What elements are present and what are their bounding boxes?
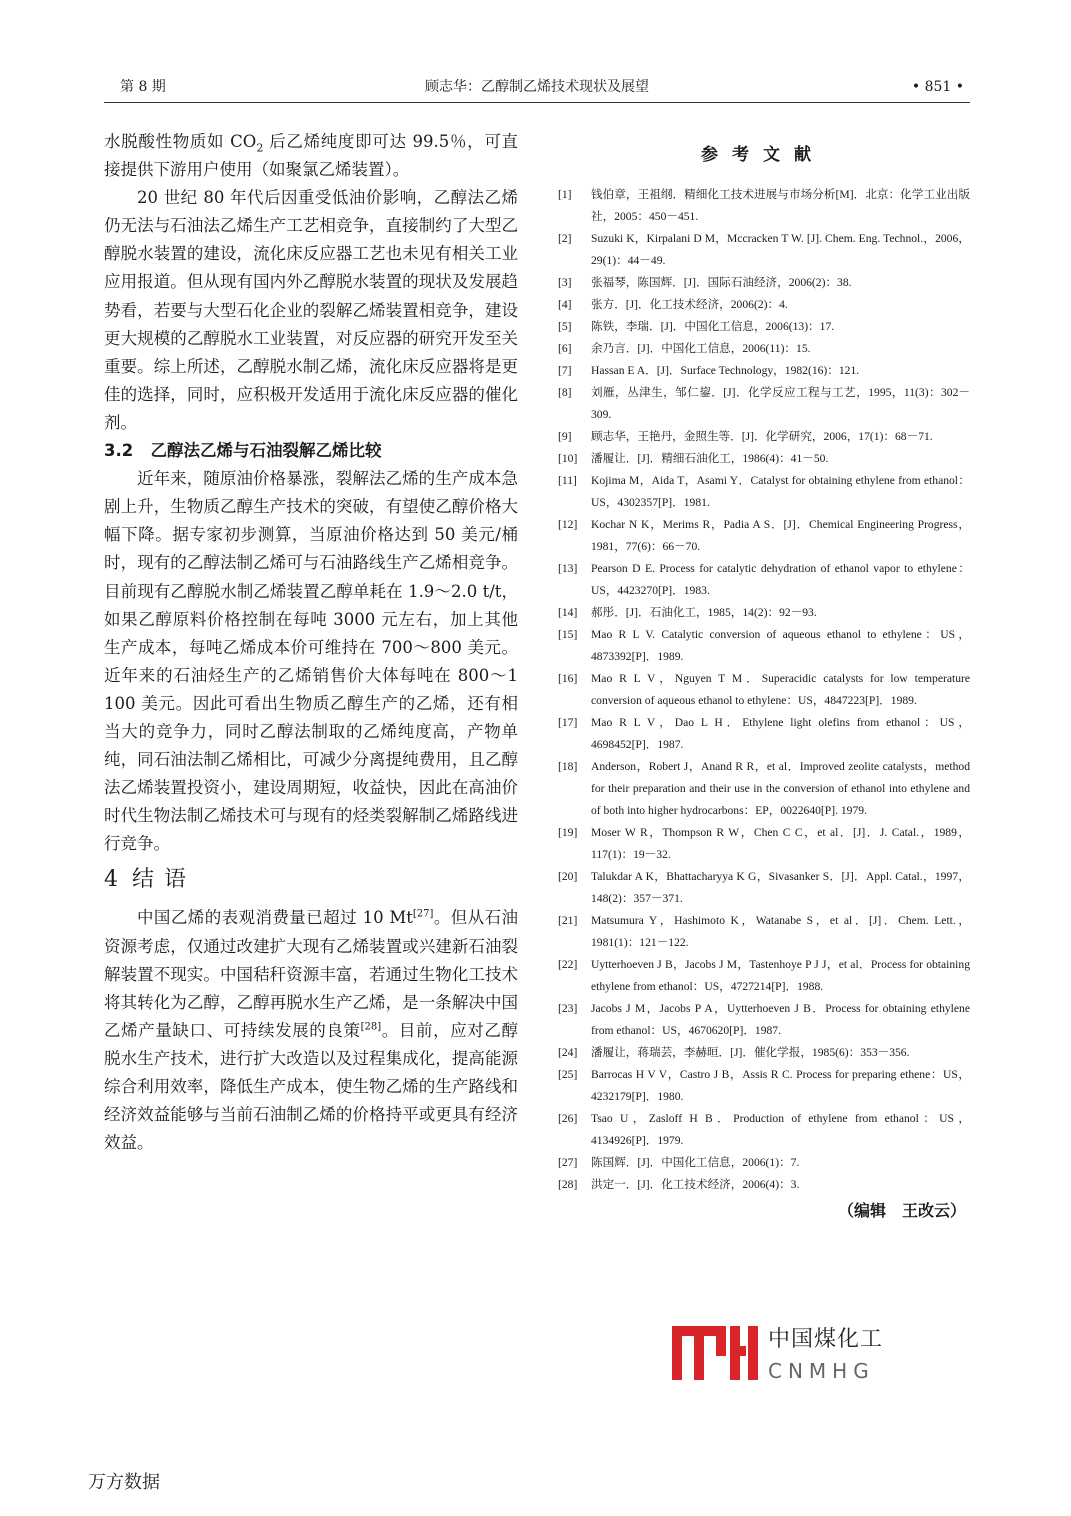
reference-number: [28] xyxy=(558,1178,578,1191)
cnmhg-logo xyxy=(670,1320,890,1390)
reference-number: [13] xyxy=(558,562,578,575)
reference-item xyxy=(556,448,970,470)
reference-number: [4] xyxy=(558,298,572,311)
section-3-2-title: 乙醇法乙烯与石油裂解乙烯比较 xyxy=(150,441,382,461)
reference-number: [10] xyxy=(558,452,578,465)
reference-number: [3] xyxy=(558,276,572,289)
reference-number: [27] xyxy=(558,1156,578,1169)
reference-number: [18] xyxy=(558,760,578,773)
p1-text-a: 水脱酸性物质如 CO xyxy=(104,132,257,151)
reference-number: [25] xyxy=(558,1068,578,1081)
reference-item xyxy=(556,1152,970,1174)
reference-item xyxy=(556,668,970,712)
reference-number: [24] xyxy=(558,1046,578,1059)
reference-text: Suzuki K，Kirpalani D M，Mccracken T W. [J]. Chem. Eng. Technol.，2006，29(1)：44－49. xyxy=(591,232,970,267)
reference-number: [1] xyxy=(558,188,572,201)
reference-number: [21] xyxy=(558,914,578,927)
reference-text: Moser W R，Thompson R W，Chen C C，et al．[J]．J. Catal.，1989，117(1)：19－32. xyxy=(591,826,970,861)
paragraph-co2 xyxy=(104,128,518,184)
reference-number: [19] xyxy=(558,826,578,839)
reference-number: [14] xyxy=(558,606,578,619)
reference-item xyxy=(556,184,970,228)
reference-item xyxy=(556,382,970,426)
p4-text-a: 中国乙烯的表观消费量已超过 10 Mt xyxy=(137,908,413,928)
p4-text-c: 。目前，应对乙醇脱水生产技术，进行扩大改造以及过程集成化，提高能源综合利用效率，降低生产成本，使生物乙烯的生产路线和经济效益能够与当前石油制乙烯的价格持平或更具有经济效益。 xyxy=(104,1020,519,1153)
section-4-title: 结语 xyxy=(132,867,197,893)
reference-number: [22] xyxy=(558,958,578,971)
reference-number: [2] xyxy=(558,232,572,245)
reference-item xyxy=(556,338,970,360)
paragraph-conclusion xyxy=(104,904,518,1157)
left-column xyxy=(104,128,518,1157)
reference-item xyxy=(556,426,970,448)
reference-item xyxy=(556,602,970,624)
right-column xyxy=(556,140,970,1224)
reference-number: [12] xyxy=(558,518,578,531)
logo-english-text: CNMHG xyxy=(768,1359,875,1383)
reference-item xyxy=(556,272,970,294)
reference-item xyxy=(556,822,970,866)
reference-text: Pearson D E. Process for catalytic dehydration of ethanol vapor to ethylene：US，4423270[P]．1983. xyxy=(591,562,970,597)
reference-item xyxy=(556,228,970,272)
citation-28[interactable]: [28] xyxy=(360,1021,382,1033)
references-heading: 参考文献 xyxy=(701,145,825,165)
reference-item xyxy=(556,712,970,756)
reference-text: 郝彤．[J]．石油化工，1985，14(2)：92－93. xyxy=(591,606,817,619)
reference-text: 陈铁，李瑞．[J]．中国化工信息，2006(13)：17. xyxy=(591,320,835,333)
reference-number: [5] xyxy=(558,320,572,333)
reference-text: Mao R L V，Dao L H．Ethylene light olefins from ethanol：US，4698452[P]．1987. xyxy=(591,716,970,751)
reference-item xyxy=(556,910,970,954)
reference-item xyxy=(556,360,970,382)
issue-number: 第 8 期 xyxy=(120,79,166,95)
citation-27[interactable]: [27] xyxy=(412,908,434,920)
reference-text: 潘履让，蒋瑞芸，李赫晅．[J]．催化学报，1985(6)：353－356. xyxy=(591,1046,910,1059)
reference-number: [23] xyxy=(558,1002,578,1015)
reference-item xyxy=(556,954,970,998)
running-header xyxy=(104,76,970,103)
reference-text: 钱伯章，王祖纲．精细化工技术进展与市场分析[M]．北京：化学工业出版社，2005：450－451. xyxy=(591,188,970,223)
co2-subscript: 2 xyxy=(256,141,264,155)
reference-item xyxy=(556,514,970,558)
reference-text: Mao R L V. Catalytic conversion of aqueous ethanol to ethylene：US，4873392[P]．1989. xyxy=(591,628,970,663)
reference-number: [6] xyxy=(558,342,572,355)
reference-item xyxy=(556,1064,970,1108)
reference-item xyxy=(556,866,970,910)
reference-number: [16] xyxy=(558,672,578,685)
reference-item xyxy=(556,624,970,668)
editor-credit: （编辑 王改云） xyxy=(837,1201,966,1220)
reference-text: Mao R L V，Nguyen T M．Superacidic catalysts for low temperature conversion of aqueous ethanol to ethylene：US，4847223[P]．1989. xyxy=(591,672,970,707)
reference-item xyxy=(556,998,970,1042)
section-3-2-heading xyxy=(104,437,518,465)
reference-text: Matsumura Y，Hashimoto K，Watanabe S，et al．[J]．Chem. Lett.，1981(1)：121－122. xyxy=(591,914,970,949)
reference-item xyxy=(556,1042,970,1064)
reference-text: 潘履让．[J]．精细石油化工，1986(4)：41－50. xyxy=(591,452,829,465)
reference-text: Talukdar A K，Bhattacharyya K G，Sivasanker S．[J]．Appl. Catal.，1997，148(2)：357－371. xyxy=(591,870,970,905)
mh-logo-icon xyxy=(670,1320,760,1382)
page-number: • 851 • xyxy=(911,79,964,95)
reference-text: 顾志华，王艳丹，金照生等．[J]．化学研究，2006，17(1)：68－71. xyxy=(591,430,933,443)
reference-text: Anderson，Robert J，Anand R R，et al．Improved zeolite catalysts，method for their preparation and their use in the conversion of ethanol into ethylene and of both into higher hydrocarbons：EP，0022640[P]. 1979. xyxy=(591,760,970,817)
section-3-2-number: 3.2 xyxy=(104,441,134,461)
p4-text-b: 。但从石油资源考虑，仅通过改建扩大现有乙烯装置或兴建新石油裂解装置不现实。中国秸秆资源丰富，若通过生物化工技术将其转化为乙醇，乙醇再脱水生产乙烯，是一条解决中国乙烯产量缺口、可持续发展的良策 xyxy=(104,908,519,1040)
reference-text: 余乃言．[J]．中国化工信息，2006(11)：15. xyxy=(591,342,811,355)
reference-text: Hassan E A．[J]．Surface Technology，1982(16)：121. xyxy=(591,364,860,377)
reference-list xyxy=(556,184,970,1196)
reference-number: [17] xyxy=(558,716,578,729)
reference-item xyxy=(556,756,970,822)
reference-text: Kojima M，Aida T，Asami Y．Catalyst for obtaining ethylene from ethanol：US，4302357[P]．1981. xyxy=(591,474,970,509)
reference-item xyxy=(556,558,970,602)
reference-number: [9] xyxy=(558,430,572,443)
reference-text: Barrocas H V V，Castro J B，Assis R C. Process for preparing ethene：US，4232179[P]．1980. xyxy=(591,1068,970,1103)
reference-item xyxy=(556,294,970,316)
reference-text: 陈国辉．[J]．中国化工信息，2006(1)：7. xyxy=(591,1156,800,1169)
reference-text: Uytterhoeven J B，Jacobs J M，Tastenhoye P J J，et al．Process for obtaining ethylene from ethanol：US，4727214[P]．1988. xyxy=(591,958,970,993)
reference-text: 洪定一．[J]．化工技术经济，2006(4)：3. xyxy=(591,1178,800,1191)
p1-text-b: 后乙烯纯度即可达 99.5％，可直接提供下游用户使用（如聚氯乙烯装置）。 xyxy=(104,132,518,180)
paragraph-comparison: 近年来，随原油价格暴涨，裂解法乙烯的生产成本急剧上升，生物质乙醇生产技术的突破，有望使乙醇价格大幅下降。据专家初步测算，当原油价格达到 50 美元/桶时，现有的乙醇法制乙烯可与石油路线生产乙烯相竞争。目前现有乙醇脱水制乙烯装置乙醇单耗在 1.9～2.0 t/t，如果乙醇原料价格控制在每吨 3000 元左右，加上其他生产成本，每吨乙烯成本价可维持在 700～800 美元。近年来的石油烃生产的乙烯销售价大体每吨在 800～1 100 美元。因此可看出生物质乙醇生产的乙烯，还有相当大的竞争力，同时乙醇法制取的乙烯纯度高，产物单纯，同石油法制乙烯相比，可减少分离提纯费用，且乙醇法乙烯装置投资小，建设周期短，收益快，因此在高油价时代生物法制乙烯技术可与现有的烃类裂解制乙烯路线进行竞争。 xyxy=(104,469,518,854)
logo-chinese-text: 中国煤化工 xyxy=(768,1327,884,1352)
reference-item xyxy=(556,470,970,514)
source-watermark: 万方数据 xyxy=(88,1472,160,1493)
reference-number: [8] xyxy=(558,386,572,399)
reference-text: Kochar N K，Merims R，Padia A S．[J]．Chemical Engineering Progress，1981，77(6)：66－70. xyxy=(591,518,970,553)
reference-text: Jacobs J M，Jacobs P A，Uytterhoeven J B．Process for obtaining ethylene from ethanol：US，4670620[P]．1987. xyxy=(591,1002,970,1037)
reference-text: 张方．[J]．化工技术经济，2006(2)：4. xyxy=(591,298,788,311)
section-4-number: 4 xyxy=(104,867,118,893)
reference-text: 张福琴，陈国辉．[J]．国际石油经济，2006(2)：38. xyxy=(591,276,852,289)
running-title: 顾志华：乙醇制乙烯技术现状及展望 xyxy=(425,79,649,95)
reference-item xyxy=(556,316,970,338)
reference-number: [26] xyxy=(558,1112,578,1125)
section-4-heading xyxy=(104,862,518,898)
reference-text: 刘雁，丛津生，邹仁鋆．[J]．化学反应工程与工艺，1995，11(3)：302－309. xyxy=(591,386,970,421)
paragraph-1980s: 20 世纪 80 年代后因重受低油价影响，乙醇法乙烯仍无法与石油法乙烯生产工艺相竞争，直接制约了大型乙醇脱水装置的建设，流化床反应器工艺也未见有相关工业应用报道。但从现有国内外乙醇脱水装置的现状及发展趋势看，若要与大型石化企业的裂解乙烯装置相竞争，建设更大规模的乙醇脱水工业装置，对反应器的研究开发至关重要。综上所述，乙醇脱水制乙烯，流化床反应器将是更佳的选择，同时，应积极开发适用于流化床反应器的催化剂。 xyxy=(104,188,518,432)
reference-number: [7] xyxy=(558,364,572,377)
reference-text: Tsao U，Zasloff H B．Production of ethylene from ethanol：US，4134926[P]．1979. xyxy=(591,1112,970,1147)
reference-number: [15] xyxy=(558,628,578,641)
reference-number: [11] xyxy=(558,474,577,487)
reference-item xyxy=(556,1108,970,1152)
reference-item xyxy=(556,1174,970,1196)
reference-number: [20] xyxy=(558,870,578,883)
